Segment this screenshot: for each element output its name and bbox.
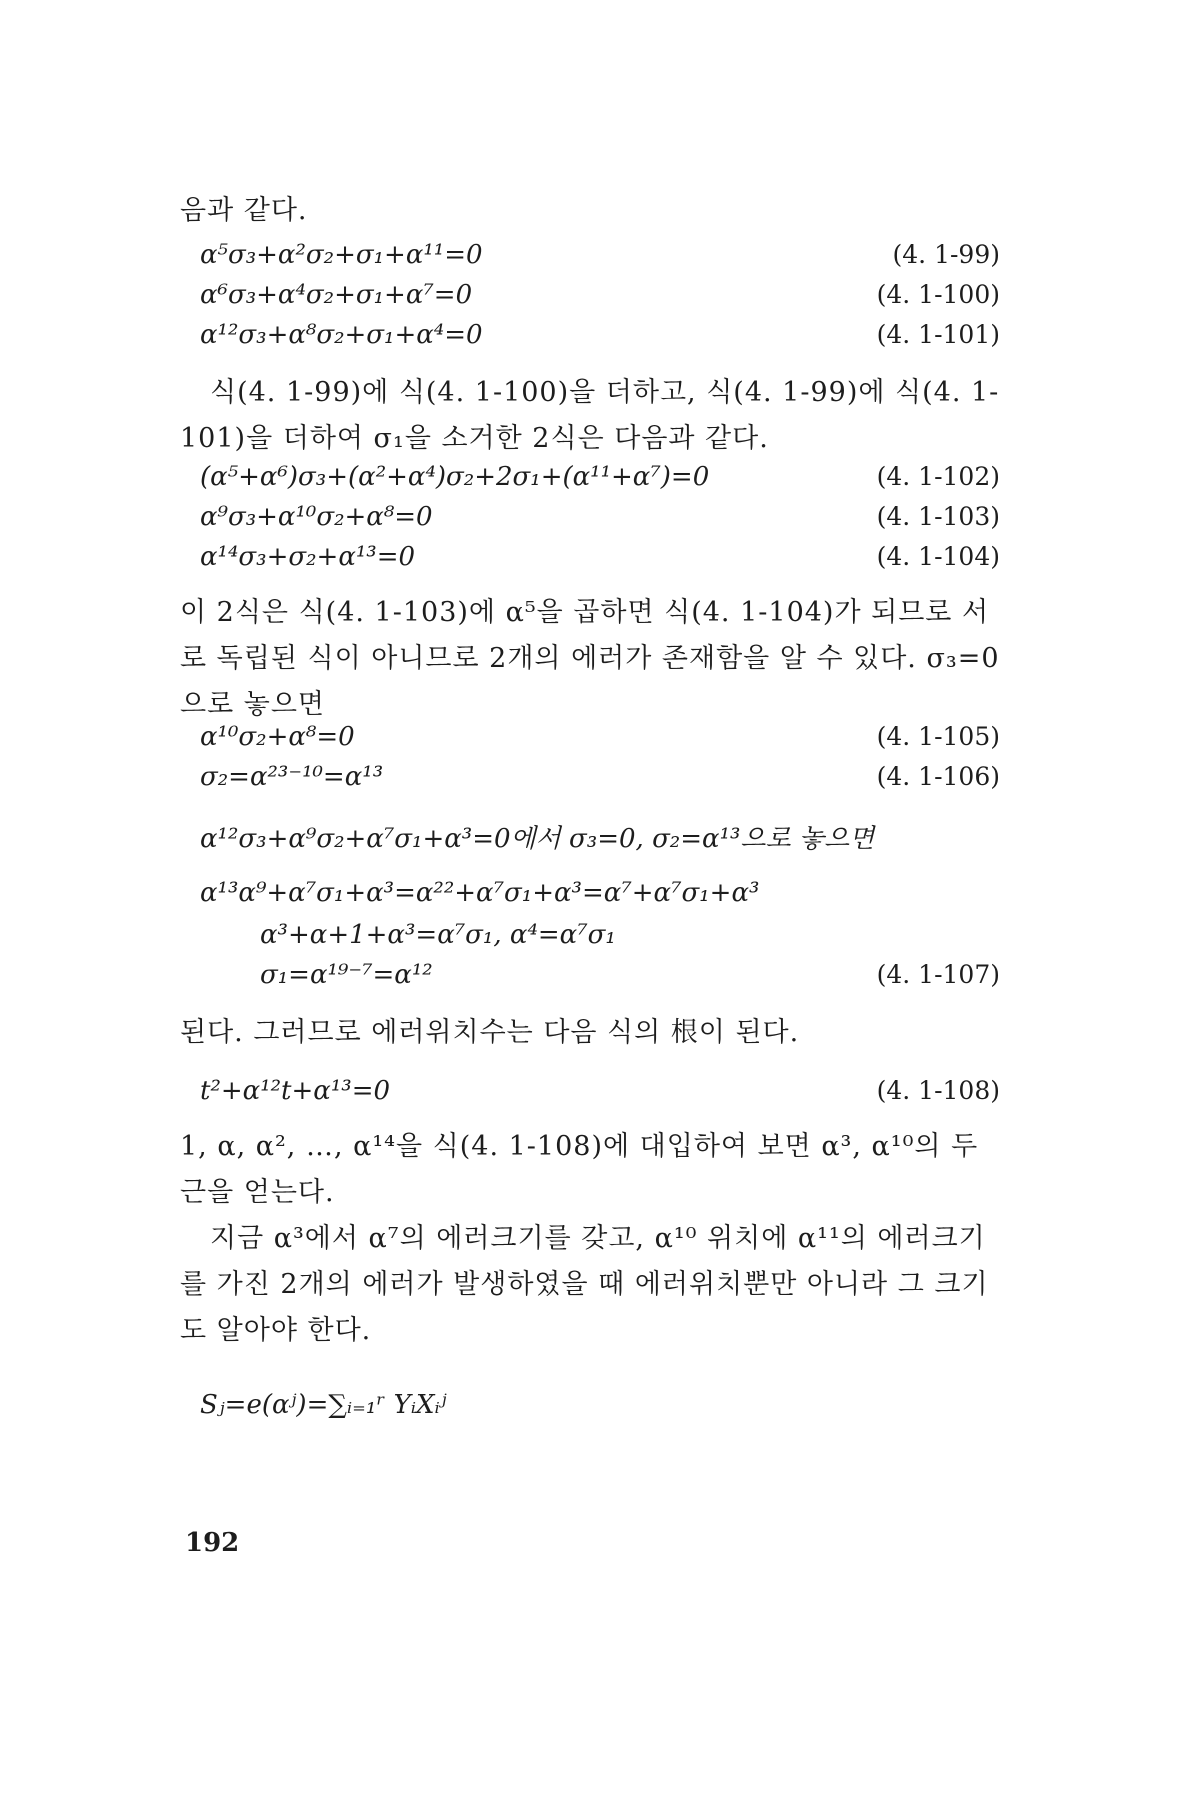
equation-4-1-100 — [200, 280, 1000, 322]
equation-4-1-107 — [260, 960, 1000, 1002]
equation-4-1-99 — [200, 240, 1000, 282]
equation-body: σ₁=α¹⁹⁻⁷=α¹² — [260, 960, 433, 990]
equation-body: α⁶σ₃+α⁴σ₂+σ₁+α⁷=0 — [200, 280, 473, 310]
equation-body: α¹⁰σ₂+α⁸=0 — [200, 722, 355, 752]
paragraph-elimination: 식(4. 1-99)에 식(4. 1-100)을 더하고, 식(4. 1-99)에 식(4. 1-101)을 더하여 σ₁을 소거한 2식은 다음과 같다. — [180, 377, 1000, 454]
page-number: 192 — [185, 1528, 240, 1558]
equation-expansion-a — [200, 878, 1000, 920]
equation-number: (4. 1-106) — [876, 762, 1000, 791]
equation-number: (4. 1-108) — [876, 1076, 1000, 1105]
equation-4-1-105 — [200, 722, 1000, 764]
equation-syndrome-sum — [200, 1390, 1000, 1432]
equation-number: (4. 1-102) — [876, 462, 1000, 491]
paragraph-error-magnitude: 지금 α³에서 α⁷의 에러크기를 갖고, α¹⁰ 위치에 α¹¹의 에러크기를 가진 2개의 에러가 발생하였을 때 에러위치뿐만 아니라 그 크기도 알아야 한다. — [180, 1223, 989, 1346]
equation-body: α⁵σ₃+α²σ₂+σ₁+α¹¹=0 — [200, 240, 483, 270]
equation-4-1-104 — [200, 542, 1000, 584]
equation-body: t²+α¹²t+α¹³=0 — [200, 1076, 391, 1106]
equation-number: (4. 1-104) — [876, 542, 1000, 571]
equation-4-1-106 — [200, 762, 1000, 804]
equation-number: (4. 1-99) — [892, 240, 1000, 269]
equation-substitution-line — [200, 818, 1000, 860]
equation-body: α⁹σ₃+α¹⁰σ₂+α⁸=0 — [200, 502, 433, 532]
equation-4-1-103 — [200, 502, 1000, 544]
equation-4-1-102 — [200, 462, 1000, 504]
equation-body: α³+α+1+α³=α⁷σ₁, α⁴=α⁷σ₁ — [260, 920, 616, 950]
paragraph-independence: 이 2식은 식(4. 1-103)에 α⁵을 곱하면 식(4. 1-104)가 되므로 서로 독립된 식이 아니므로 2개의 에러가 존재함을 알 수 있다. σ₃=0으로 놓으면 — [180, 597, 1000, 720]
equation-body: Sⱼ=e(αʲ)=∑ᵢ₌₁ʳ YᵢXᵢʲ — [200, 1390, 447, 1420]
paragraph-roots: 1, α, α², …, α¹⁴을 식(4. 1-108)에 대입하여 보면 α³, α¹⁰의 두 근을 얻는다. — [180, 1131, 979, 1208]
equation-number: (4. 1-107) — [876, 960, 1000, 989]
equation-body: α¹⁴σ₃+σ₂+α¹³=0 — [200, 542, 416, 572]
paragraph-intro: 음과 같다. — [180, 195, 308, 226]
equation-number: (4. 1-103) — [876, 502, 1000, 531]
equation-body: α¹²σ₃+α⁹σ₂+α⁷σ₁+α³=0에서 σ₃=0, σ₂=α¹³으로 놓으면 — [200, 824, 875, 854]
equation-number: (4. 1-105) — [876, 722, 1000, 751]
paragraph-error-locator: 된다. 그러므로 에러위치수는 다음 식의 根이 된다. — [180, 1017, 800, 1048]
equation-number: (4. 1-100) — [876, 280, 1000, 309]
equation-4-1-101 — [200, 320, 1000, 362]
equation-expansion-b — [260, 920, 1000, 962]
equation-body: σ₂=α²³⁻¹⁰=α¹³ — [200, 762, 384, 792]
equation-4-1-108 — [200, 1076, 1000, 1118]
equation-body: α¹²σ₃+α⁸σ₂+σ₁+α⁴=0 — [200, 320, 483, 350]
equation-body: (α⁵+α⁶)σ₃+(α²+α⁴)σ₂+2σ₁+(α¹¹+α⁷)=0 — [200, 462, 710, 492]
equation-number: (4. 1-101) — [876, 320, 1000, 349]
equation-body: α¹³α⁹+α⁷σ₁+α³=α²²+α⁷σ₁+α³=α⁷+α⁷σ₁+α³ — [200, 878, 760, 908]
